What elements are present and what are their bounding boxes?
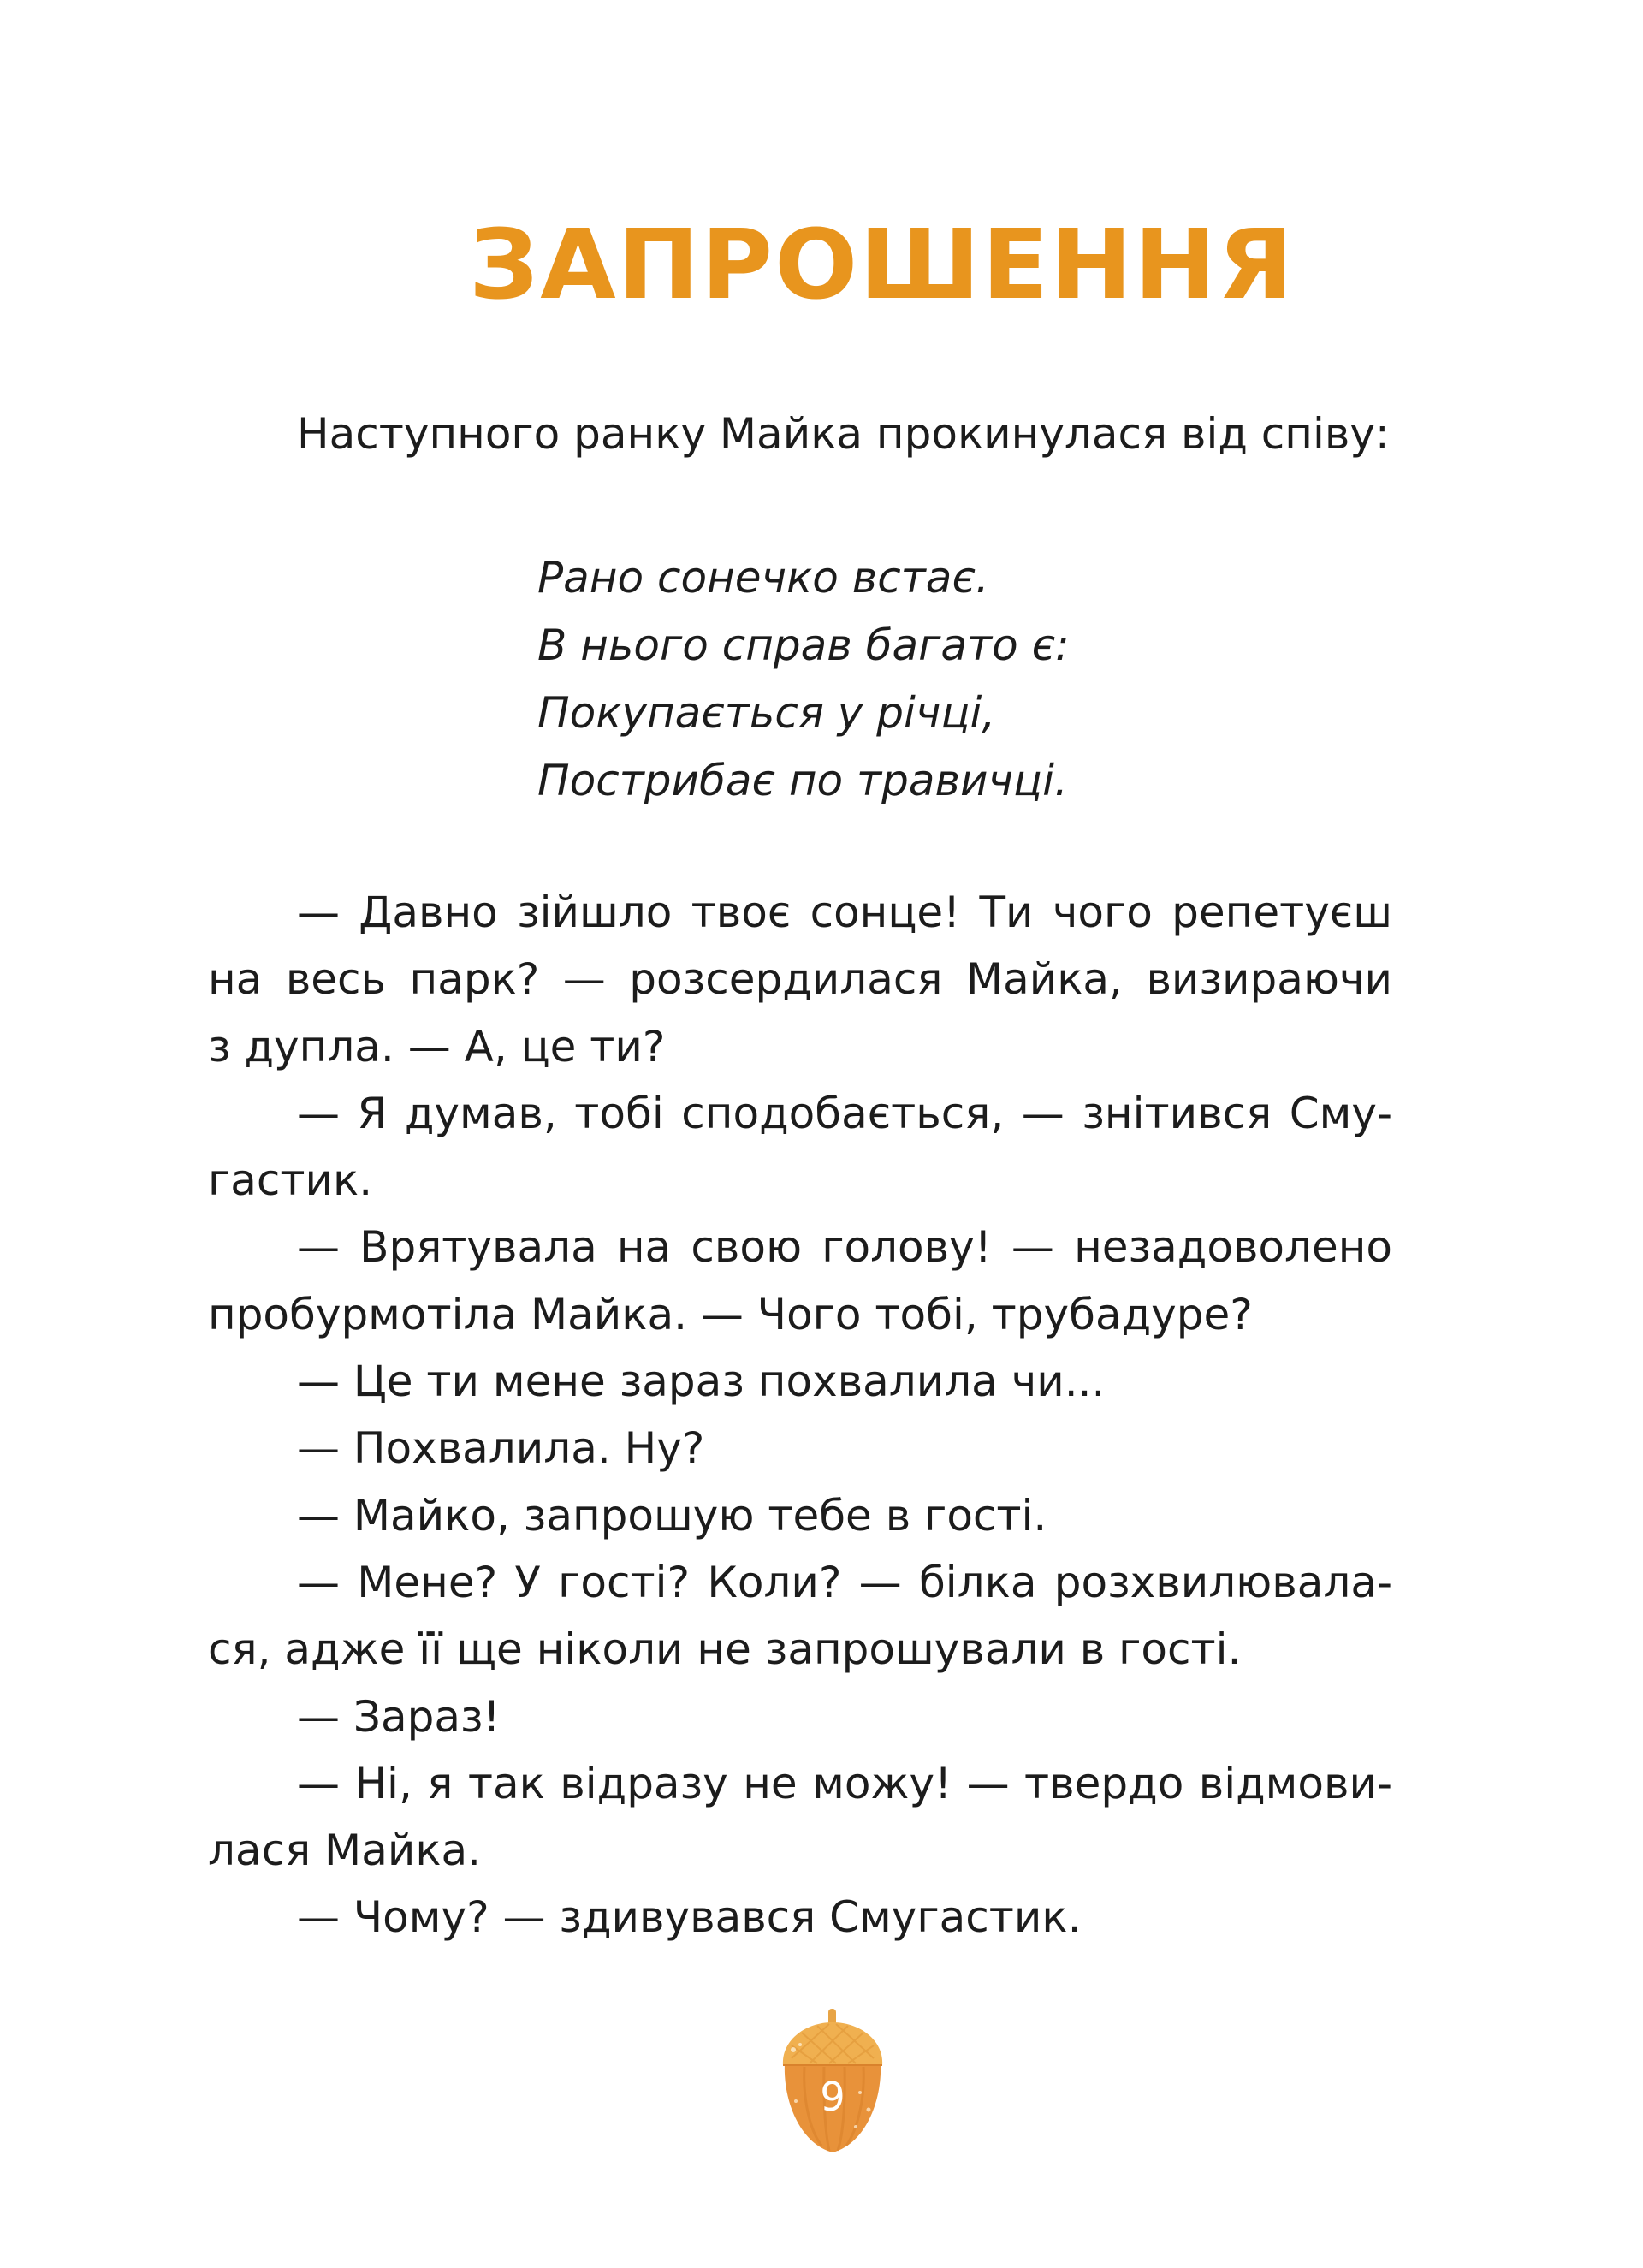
text-line: — Давно зійшло твоє сонце! Ти чого репетуєш: [297, 888, 1392, 937]
poem-line: Покупається у річці,: [537, 688, 996, 738]
text-line: — Зараз!: [297, 1691, 501, 1742]
poem-line: Пострибає по травичці.: [537, 756, 1068, 805]
text-line: — Врятувала на свою голову! — незадоволено: [297, 1222, 1392, 1273]
text-line: — Ні, я так відразу не можу! — твердо відмови-: [297, 1758, 1392, 1808]
text-line: — Майко, запрошую тебе в гості.: [297, 1490, 1047, 1541]
text-line: з дупла. — А, це ти?: [208, 1021, 666, 1072]
poem-line: В нього справ багато є:: [537, 620, 1070, 670]
text-line: — Чому? — здивувався Смугастик.: [297, 1892, 1082, 1943]
text-line: лася Майка.: [208, 1826, 482, 1876]
intro-paragraph: Наступного ранку Майка прокинулася від співу:: [297, 409, 1390, 459]
chapter-title: ЗАПРОШЕННЯ: [469, 210, 1295, 321]
text-line: — Я думав, тобі сподобається, — знітився Сму-: [297, 1088, 1392, 1138]
text-line: на весь парк? — розсердилася Майка, визираючи: [208, 954, 1392, 1005]
poem-line: Рано сонечко встає.: [537, 553, 989, 603]
text-line: пробурмотіла Майка. — Чого тобі, трубадуре?: [208, 1289, 1253, 1339]
text-line: — Це ти мене зараз похвалила чи...: [297, 1357, 1106, 1407]
text-line: — Мене? У гості? Коли? — білка розхвилювала-: [297, 1557, 1392, 1607]
text-line: — Похвалила. Ну?: [297, 1423, 705, 1474]
dialogue-body: [208, 879, 1392, 1951]
text-line: гастик.: [208, 1155, 373, 1206]
text-line: ся, адже її ще ніколи не запрошували в гості.: [208, 1624, 1242, 1675]
page-number: 9: [820, 2074, 845, 2120]
poem-block: [537, 544, 1070, 815]
